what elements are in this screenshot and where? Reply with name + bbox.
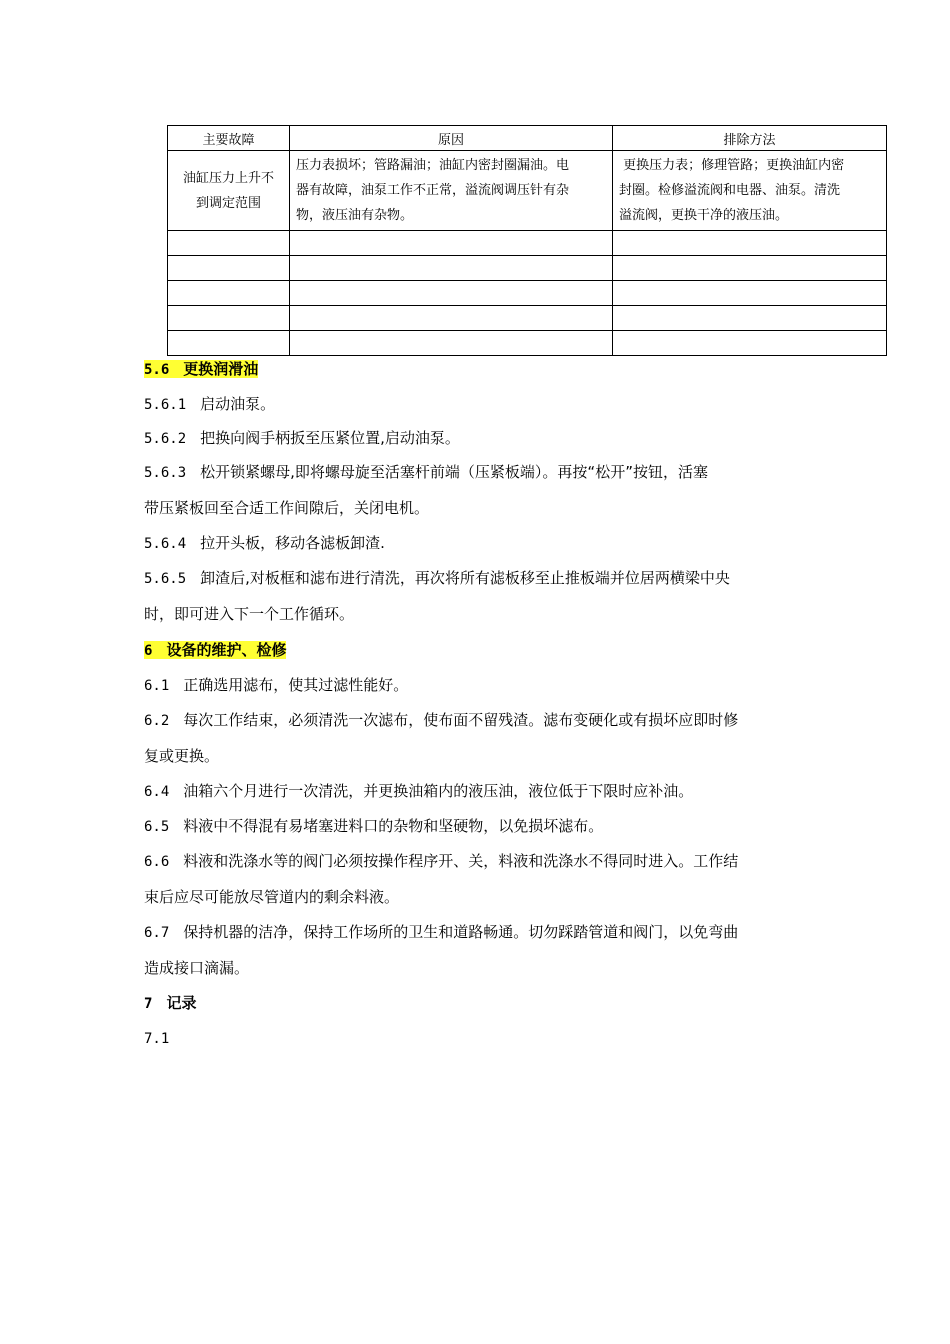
section-heading-7: 7 记录 bbox=[144, 994, 197, 1012]
table-header-row bbox=[168, 126, 887, 151]
table-row-empty bbox=[168, 281, 887, 306]
para-5-6-4: 5.6.4 拉开头板，移动各滤板卸渣. bbox=[144, 534, 385, 552]
header-fix: 排除方法 bbox=[613, 126, 887, 151]
para-6-5: 6.5 料液中不得混有易堵塞进料口的杂物和坚硬物，以免损坏滤布。 bbox=[144, 817, 604, 835]
cause-cell: 压力表损坏；管路漏油；油缸内密封圈漏油。电 器有故障，油泵工作不正常，溢流阀调压针有杂 物，液压油有杂物。 bbox=[290, 151, 613, 231]
para-6-1: 6.1 正确选用滤布，使其过滤性能好。 bbox=[144, 676, 409, 694]
header-cause: 原因 bbox=[290, 126, 613, 151]
table-row-empty bbox=[168, 331, 887, 356]
para-6-6-cont: 束后应尽可能放尽管道内的剩余料液。 bbox=[144, 888, 400, 906]
para-5-6-3-cont: 带压紧板回至合适工作间隙后，关闭电机。 bbox=[144, 499, 430, 517]
para-6-7: 6.7 保持机器的洁净，保持工作场所的卫生和道路畅通。切勿踩踏管道和阀门，以免弯曲 bbox=[144, 923, 739, 941]
header-fault: 主要故障 bbox=[168, 126, 290, 151]
table-row-empty bbox=[168, 306, 887, 331]
para-6-6: 6.6 料液和洗涤水等的阀门必须按操作程序开、关，料液和洗涤水不得同时进入。工作结 bbox=[144, 852, 739, 870]
fault-table bbox=[167, 125, 887, 356]
para-5-6-5-cont: 时，即可进入下一个工作循环。 bbox=[144, 605, 355, 623]
fault-cell: 油缸压力上升不 到调定范围 bbox=[168, 151, 290, 231]
para-7-1: 7.1 bbox=[144, 1031, 170, 1047]
table-row-empty bbox=[168, 256, 887, 281]
para-5-6-3: 5.6.3 松开锁紧螺母,即将螺母旋至活塞杆前端（压紧板端）。再按“松开”按钮，活塞 bbox=[144, 463, 708, 481]
fix-cell: 更换压力表；修理管路；更换油缸内密 封圈。检修溢流阀和电器、油泵。清洗 溢流阀，更换干净的液压油。 bbox=[613, 151, 887, 231]
section-heading-6: 6 设备的维护、检修 bbox=[144, 641, 287, 659]
para-6-7-cont: 造成接口滴漏。 bbox=[144, 959, 250, 977]
para-6-2: 6.2 每次工作结束，必须清洗一次滤布，使布面不留残渣。滤布变硬化或有损坏应即时修 bbox=[144, 711, 739, 729]
table-row-empty bbox=[168, 231, 887, 256]
para-6-4: 6.4 油箱六个月进行一次清洗，并更换油箱内的液压油，液位低于下限时应补油。 bbox=[144, 782, 694, 800]
table-row bbox=[168, 151, 887, 231]
section-heading-5-6: 5.6 更换润滑油 bbox=[144, 360, 259, 378]
para-6-2-cont: 复或更换。 bbox=[144, 747, 220, 765]
para-5-6-2: 5.6.2 把换向阀手柄扳至压紧位置,启动油泵。 bbox=[144, 429, 460, 447]
para-5-6-5: 5.6.5 卸渣后,对板框和滤布进行清洗，再次将所有滤板移至止推板端并位居两横梁中央 bbox=[144, 569, 730, 587]
para-5-6-1: 5.6.1 启动油泵。 bbox=[144, 395, 276, 413]
